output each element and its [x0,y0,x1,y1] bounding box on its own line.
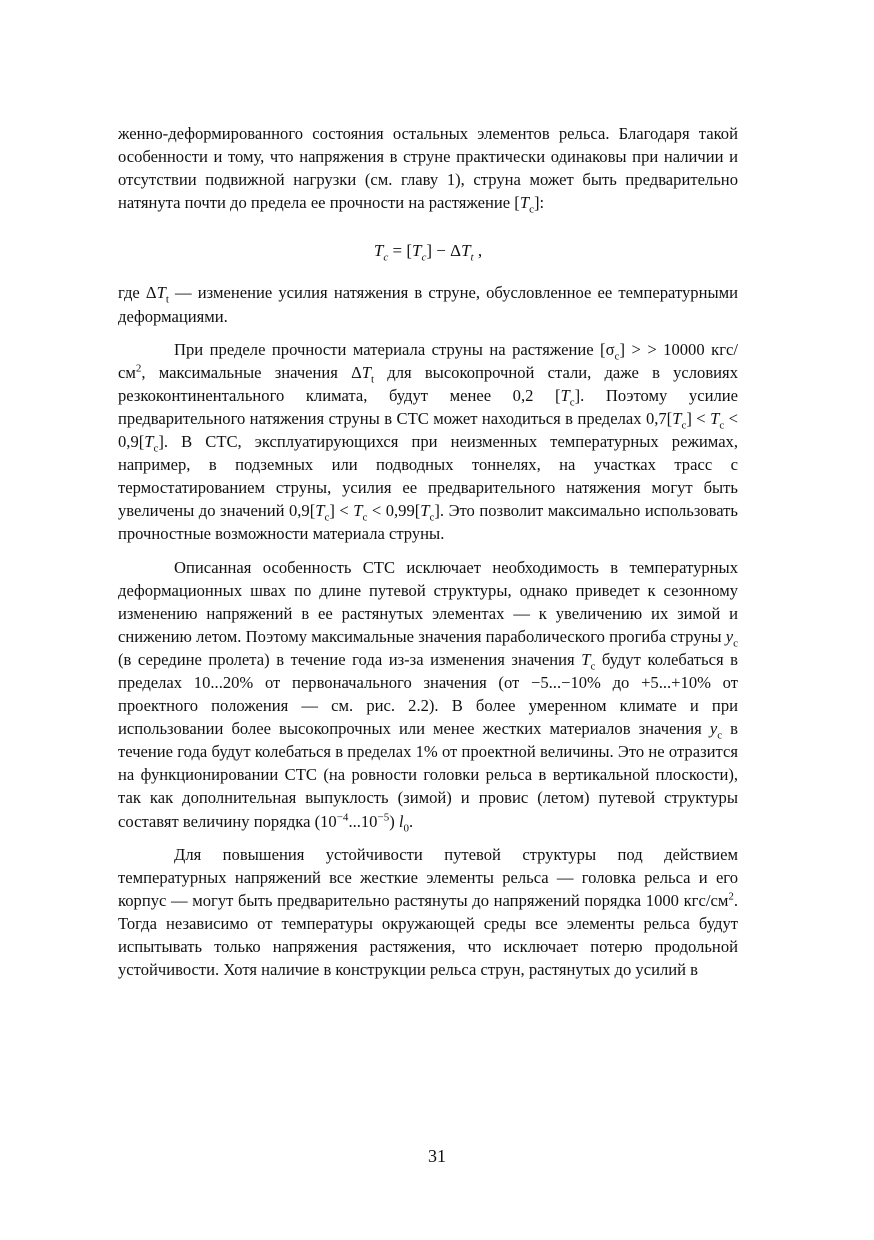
p3-s5: ]. Поэтому усилие предварительного натяжения струны в СТС может находиться в пределах 0,7[ [118,385,738,428]
formula-term-2: T [412,241,422,261]
formula-end: , [473,241,483,261]
p4-s3-sub: c [717,729,723,742]
p4-s2-sub: c [590,660,596,673]
p4-s4: в течение года будут колебаться в пределах 1% от проектной величины. Это не отразится на функционировании СТС (на ровности головки рельса в вертикальной плоскости), так как дополнительная выпуклость (зимой) и провис (летом) путевой структуры составят величину порядка (10 [118,719,739,831]
p3-s10: < 0,99[ [367,501,421,521]
p4-s3: будут колебаться в пределах 10...20% от первоначального значения (от −5...−10% до +5...+10% от проектного положения — см. рис. 2.2). В более умеренном климате и при использовании более высокопрочных или менее жестких материалов значения [118,649,738,739]
p2-text-b: — изменение усилия натяжения в струне, обусловленное ее температурными деформациями. [118,283,739,326]
p3-s1-sub: c [614,349,620,362]
p3-s6-T: T [710,408,720,428]
p3-s4: для высокопрочной стали, даже в условиях резкоконтинентального климата, будут менее 0,2 [ [118,362,738,405]
formula-eq: = [ [388,241,413,261]
p3-s4-T: T [560,385,570,405]
p3-s3: , максимальные значения Δ [141,362,362,382]
p3-s6: ] < [686,408,711,428]
p4-s1-y: y [725,626,734,646]
p3-s8-sub: c [324,511,330,524]
p3-s5-T: T [672,408,682,428]
p4-s3-y: y [709,719,718,739]
p3-s3-sub: t [371,373,375,386]
formula [118,239,738,262]
p3-s2-sup: 2 [135,362,142,375]
p3-s4-sub: c [569,396,575,409]
p2-var-T: T [156,283,166,303]
formula-lhs-sub: c [383,251,389,264]
p4-s6: ) [389,811,399,831]
p3-s10-sub: c [429,511,435,524]
p4-s2-T: T [581,649,591,669]
p4-s6-sub: 0 [403,821,410,834]
formula-term-3: T [461,241,471,261]
p4-s1-sub: c [733,637,738,650]
p1-text-b: ]: [533,193,545,213]
p3-s7-sub: c [153,442,159,455]
paragraph-1 [118,122,738,214]
formula-term-2-sub: c [421,251,427,264]
p4-s1: Описанная особенность СТС исключает необходимость в температурных деформационных швах по длине путевой структуры, однако приведет к сезонному изменению напряжений в ее растянутых элементах — к увеличению их зимой и снижению летом. Поэтому максимальные значения параболического прогиба струны [118,557,738,646]
formula-term-3-sub: t [470,251,474,264]
p3-s1: При пределе прочности материала струны на растяжение [σ [174,339,615,359]
p3-s5-sub: c [681,419,687,432]
p3-s2: ] > > 10000 кгс/см [118,339,738,382]
p3-s3-T: T [361,362,372,382]
p2-text-a: где Δ [118,283,157,303]
paragraph-2 [118,281,738,327]
page-number: 31 [428,1146,446,1166]
paragraph-4 [118,556,738,833]
p5-s1: Для повышения устойчивости путевой структуры под действием температурных напряжений все жесткие элементы рельса — головка рельса и его корпус — могут быть предварительно растянуты до напряжений порядка 1000 кгс/см [118,844,738,910]
p3-s8: ]. В СТС, эксплуатирующихся при неизменных температурных режимах, например, в подземных или подводных тоннелях, на участках трасс с термостатированием струны, усилия ее предварительного натяжения могут быть увеличены до значений 0,9[ [118,432,738,521]
p4-s5: ...10 [348,811,378,831]
p3-s11: ]. Это позволит максимально использовать прочностные возможности материала струны. [118,501,738,544]
p4-s5-sup: −5 [377,811,390,823]
p1-sub-c: c [529,203,534,216]
p3-s9-sub: c [362,511,368,524]
formula-lhs: T [373,241,384,261]
p3-s9-T: T [353,501,363,521]
p3-s10-T: T [420,501,430,521]
p5-s1-sup: 2 [728,890,734,903]
p4-s6-l: l [398,811,404,831]
p1-var-T: T [519,193,530,213]
p3-s9: ] < [329,501,354,521]
paragraph-3 [118,338,738,546]
formula-minus: ] − Δ [426,241,462,261]
p4-s2: (в середине пролета) в течение года из-за изменения значения [118,649,582,669]
p4-s4-sup: −4 [336,811,349,823]
p1-text-a: женно-деформированного состояния остальных элементов рельса. Благодаря такой особенности и тому, что напряжения в струне практически одинаковы при наличии и отсутствии подвижной нагрузки (см. главу 1), струна может быть предварительно натянута почти до предела ее прочности на растяжение [ [118,124,738,213]
p3-s7-T: T [144,432,154,452]
p2-sub-t: t [165,293,169,306]
p3-s8-T: T [315,501,325,521]
p4-s7: . [409,811,414,831]
p3-s6-sub: c [719,419,725,432]
text-block [118,122,738,981]
paragraph-5 [118,843,738,982]
p5-s2: . Тогда независимо от температуры окружающей среды все элементы рельса будут испытывать только напряжения растяжения, что исключает потерю продольной устойчивости. Хотя наличие в конструкции рельса струн, растянутых до усилий в [118,890,738,980]
p3-s7: < 0,9[ [118,408,739,452]
